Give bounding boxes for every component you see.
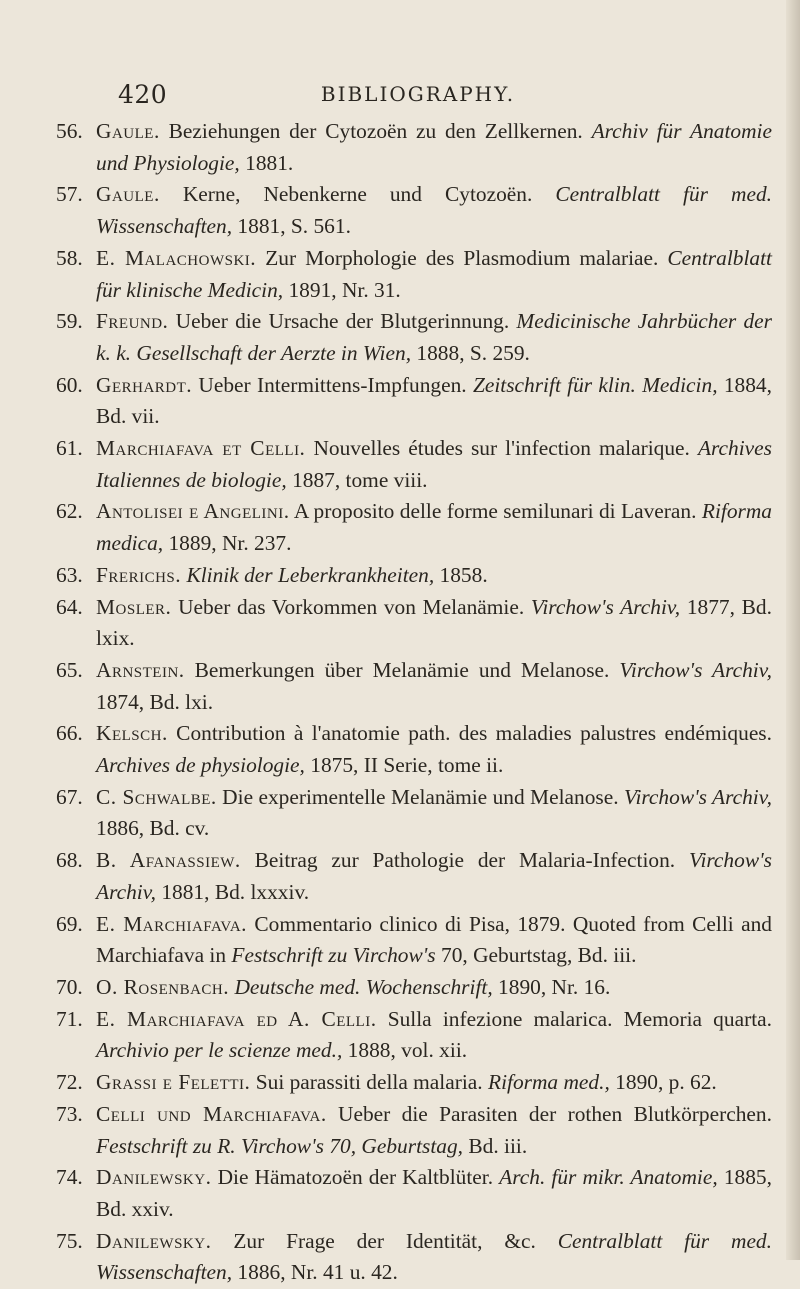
bibliography-entry [56, 1162, 772, 1225]
entry-author: E. Marchiafava. [96, 911, 248, 936]
bibliography-entry [56, 560, 772, 592]
entry-title: Sui parassiti della malaria. [255, 1070, 483, 1095]
bibliography-entry [56, 1004, 772, 1067]
entry-author: Gaule. [96, 182, 160, 207]
entry-number: 75. [56, 1228, 83, 1253]
entry-number: 62. [56, 499, 83, 524]
entry-author: Gerhardt. [96, 372, 193, 397]
entry-number: 64. [56, 594, 83, 619]
entry-details: 1886, Nr. 41 u. 42. [237, 1260, 398, 1285]
entry-journal: Riforma med., [488, 1070, 610, 1095]
bibliography-entry [56, 496, 772, 559]
entry-details: 1885, Bd. xxiv. [96, 1165, 772, 1221]
entry-author: E. Malachowski. [96, 245, 257, 270]
bibliography-entry [56, 179, 772, 242]
entry-details: 1891, Nr. 31. [288, 277, 401, 302]
bibliography-entry [56, 972, 772, 1004]
entry-details: 1887, tome viii. [292, 467, 428, 492]
entry-number: 72. [56, 1070, 83, 1095]
entry-author: B. Afanassiew. [96, 848, 241, 873]
entry-title: Ueber die Parasiten der rothen Blutkörperchen. [338, 1101, 772, 1126]
entry-journal: Medicinische Jahrbücher der k. k. Gesellschaft der Aerzte in Wien, [96, 309, 772, 365]
entry-details: 1881. [245, 150, 294, 175]
entry-details: 1884, Bd. vii. [96, 372, 772, 429]
entry-journal: Centralblatt für med. Wissenschaften, [96, 1228, 772, 1285]
entry-title: Commentario clinico di Pisa, 1879. Quoted from Celli and Marchiafava in [96, 911, 772, 968]
entry-title: Beziehungen der Cytozoën zu den Zellkernen. [168, 119, 583, 143]
entry-title: Nouvelles études sur l'infection malarique. [313, 436, 690, 461]
entry-author: Gaule. [96, 119, 160, 143]
entry-details: 70, Geburtstag, Bd. iii. [441, 943, 637, 968]
entry-title: A proposito delle forme semilunari di Laveran. [293, 499, 697, 524]
entry-author: E. Marchiafava ed A. Celli. [96, 1006, 377, 1031]
page-edge-shadow [786, 0, 800, 1260]
entry-number: 73. [56, 1101, 83, 1126]
entry-journal: Centralblatt für med. Wissenschaften, [96, 182, 772, 239]
bibliography-entry [56, 433, 772, 496]
entry-author: Arnstein. [96, 657, 185, 682]
entry-author: Celli und Marchiafava. [96, 1101, 327, 1126]
entry-journal: Deutsche med. Wochenschrift, [234, 974, 493, 999]
entry-number: 68. [56, 848, 83, 873]
entry-number: 60. [56, 372, 83, 397]
entry-title: Ueber das Vorkommen von Melanämie. [178, 594, 525, 619]
entry-number: 69. [56, 911, 83, 936]
entry-number: 61. [56, 436, 83, 461]
entry-number: 65. [56, 657, 83, 682]
entry-journal: Centralblatt für klinische Medicin, [96, 245, 772, 302]
entry-journal: Virchow's Archiv, [619, 657, 772, 682]
entry-number: 63. [56, 562, 83, 587]
bibliography-entry [56, 909, 772, 972]
bibliography-entry [56, 845, 772, 908]
entry-author: Freund. [96, 309, 169, 334]
bibliography-entry [56, 1099, 772, 1162]
entry-title: Die Hämatozoën der Kaltblüter. [217, 1165, 494, 1190]
entry-author: Marchiafava et Celli. [96, 436, 306, 461]
entry-journal: Zeitschrift für klin. Medicin, [472, 372, 718, 397]
entry-title: Kerne, Nebenkerne und Cytozoën. [182, 182, 533, 207]
bibliography-entry [56, 306, 772, 369]
entry-details: 1888, S. 259. [416, 340, 530, 365]
running-head: BIBLIOGRAPHY. [320, 82, 516, 106]
entry-title: Contribution à l'anatomie path. des maladies palustres endémiques. [176, 721, 772, 746]
bibliography-entry [56, 592, 772, 655]
entry-number: 57. [56, 182, 83, 207]
bibliography-entry [56, 1067, 772, 1099]
entry-number: 67. [56, 784, 83, 809]
entry-author: Danilewsky. [96, 1165, 212, 1190]
bibliography-entry [56, 782, 772, 845]
bibliography-entry [56, 370, 772, 433]
entry-number: 56. [56, 119, 83, 143]
entry-author: Antolisei e Angelini. [96, 499, 290, 524]
entry-journal: Klinik der Leberkrankheiten, [186, 562, 435, 587]
entry-details: 1890, p. 62. [615, 1070, 717, 1095]
page-header [118, 80, 718, 110]
entry-details: 1888, vol. xii. [347, 1038, 468, 1063]
entry-number: 74. [56, 1165, 83, 1190]
entry-journal: Archivio per le scienze med., [96, 1038, 343, 1063]
entry-title: Ueber die Ursache der Blutgerinnung. [175, 309, 510, 334]
entry-title: Ueber Intermittens-Impfungen. [198, 372, 467, 397]
entry-details: 1877, Bd. lxix. [96, 594, 772, 651]
entry-author: Danilewsky. [96, 1228, 212, 1253]
entry-number: 70. [56, 974, 83, 999]
entry-journal: Archiv für Anatomie und Physiologie, [96, 119, 772, 175]
entry-journal: Virchow's Archiv, [623, 784, 772, 809]
entry-journal: Festschrift zu R. Virchow's 70, Geburtstag, [96, 1133, 464, 1158]
entry-journal: Arch. für mikr. Anatomie, [499, 1165, 718, 1190]
entry-author: C. Schwalbe. [96, 784, 217, 809]
entry-journal: Riforma medica, [96, 499, 772, 556]
entry-author: Frerichs. [96, 562, 182, 587]
entry-title: Zur Frage der Identität, &c. [233, 1228, 536, 1253]
entry-details: 1881, S. 561. [237, 214, 351, 239]
entry-title: Sulla infezione malarica. Memoria quarta. [387, 1006, 772, 1031]
entry-number: 71. [56, 1006, 83, 1031]
entry-journal: Virchow's Archiv, [96, 848, 772, 904]
entry-details: 1886, Bd. cv. [96, 816, 210, 841]
entry-author: Kelsch. [96, 721, 168, 746]
entry-details: 1874, Bd. lxi. [96, 689, 214, 714]
entry-details: 1890, Nr. 16. [498, 974, 611, 999]
entry-title: Beitrag zur Pathologie der Malaria-Infection. [254, 848, 676, 873]
entry-title: Zur Morphologie des Plasmodium malariae. [265, 245, 659, 270]
entry-details: Bd. iii. [468, 1133, 528, 1158]
entry-details: 1889, Nr. 237. [168, 531, 292, 556]
bibliography-list [56, 116, 772, 1289]
entry-author: Grassi e Feletti. [96, 1070, 251, 1095]
entry-journal: Archives Italiennes de biologie, [96, 436, 772, 492]
entry-number: 66. [56, 721, 83, 746]
entry-title: Bemerkungen über Melanämie und Melanose. [194, 657, 610, 682]
entry-details: 1858. [439, 562, 488, 587]
page-number: 420 [118, 80, 168, 109]
entry-journal: Virchow's Archiv, [530, 594, 681, 619]
bibliography-entry [56, 655, 772, 718]
bibliography-entry [56, 116, 772, 179]
entry-details: 1881, Bd. lxxxiv. [161, 879, 310, 904]
bibliography-entry [56, 243, 772, 306]
entry-author: O. Rosenbach. [96, 974, 230, 999]
bibliography-entry [56, 718, 772, 781]
entry-author: Mosler. [96, 594, 172, 619]
entry-number: 58. [56, 245, 83, 270]
entry-journal: Festschrift zu Virchow's [231, 943, 436, 968]
entry-details: 1875, II Serie, tome ii. [310, 753, 504, 778]
entry-title: Die experimentelle Melanämie und Melanose. [222, 784, 619, 809]
entry-number: 59. [56, 309, 83, 334]
entry-journal: Archives de physiologie, [96, 753, 305, 778]
bibliography-entry [56, 1226, 772, 1289]
